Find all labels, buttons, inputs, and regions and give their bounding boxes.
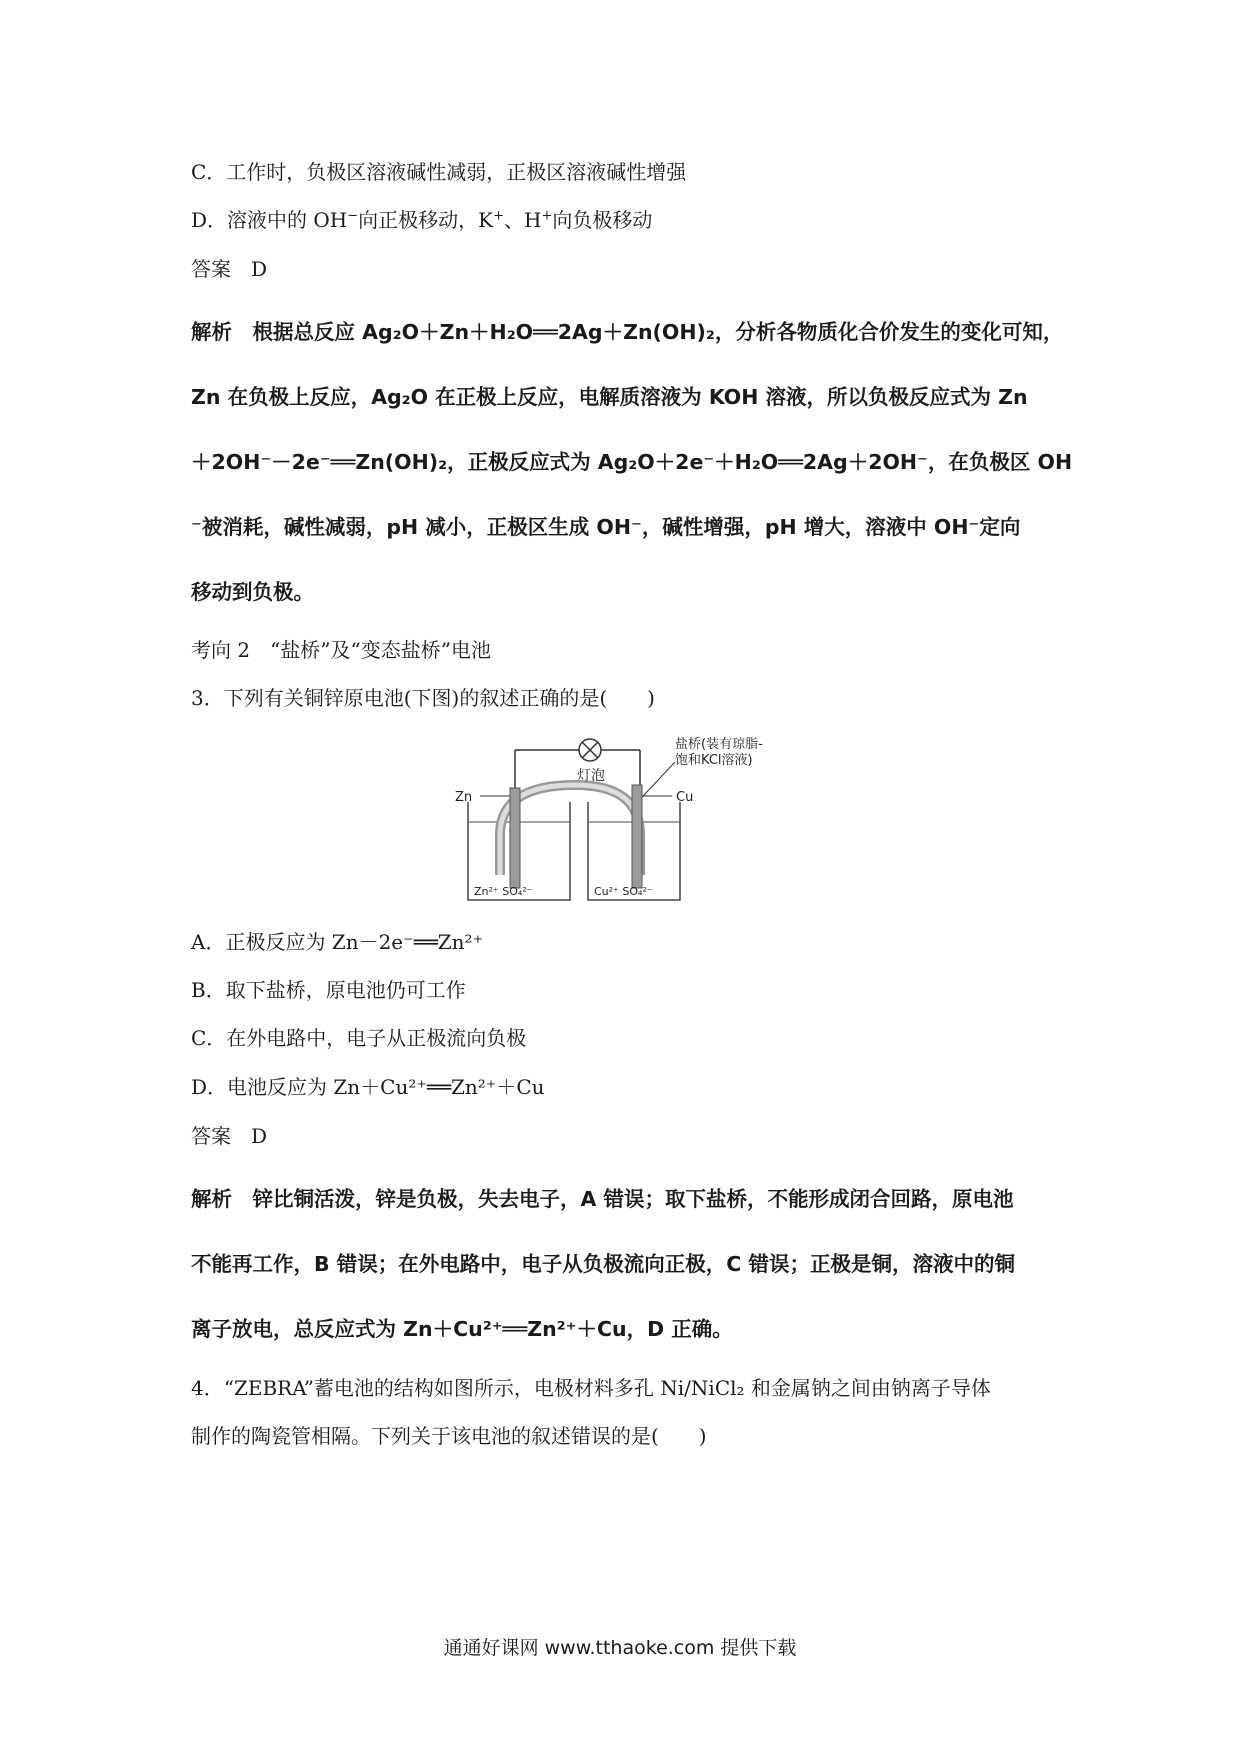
cu-electrode	[632, 785, 642, 888]
q3-analysis-line-3: 离子放电，总反应式为 Zn＋Cu²⁺══Zn²⁺＋Cu，D 正确。	[191, 1317, 733, 1341]
right-ions: Cu²⁺ SO₄²⁻	[594, 885, 653, 898]
left-ions: Zn²⁺ SO₄²⁻	[474, 885, 533, 898]
bridge-label-1: 盐桥(装有琼脂-	[675, 737, 763, 752]
q3-stem: 3．下列有关铜锌原电池(下图)的叙述正确的是( )	[191, 686, 655, 710]
analysis-q2-line-2: Zn 在负极上反应，Ag₂O 在正极上反应，电解质溶液为 KOH 溶液，所以负极反应式为 Zn	[191, 385, 1028, 409]
page-footer: 通通好课网 www.tthaoke.com 提供下载	[443, 1637, 797, 1659]
analysis-q2-line-5: 移动到负极。	[191, 580, 314, 604]
section-heading: 考向 2 “盐桥”及“变态盐桥”电池	[191, 638, 491, 662]
q3-analysis-line-1: 解析 锌比铜活泼，锌是负极，失去电子，A 错误；取下盐桥，不能形成闭合回路，原电池	[191, 1187, 1014, 1211]
q3-option-d: D．电池反应为 Zn＋Cu²⁺══Zn²⁺＋Cu	[191, 1075, 545, 1099]
q3-analysis-line-2: 不能再工作，B 错误；在外电路中，电子从负极流向正极，C 错误；正极是铜，溶液中的铜	[191, 1252, 1015, 1276]
analysis-label: 解析	[191, 320, 232, 344]
analysis-q2-line-3: ＋2OH⁻－2e⁻══Zn(OH)₂，正极反应式为 Ag₂O＋2e⁻＋H₂O══2Ag＋2OH⁻，在负极区 OH	[191, 450, 1073, 474]
galvanic-cell-diagram	[455, 730, 780, 905]
q3-option-a: A．正极反应为 Zn－2e⁻══Zn²⁺	[191, 930, 484, 954]
zn-electrode	[510, 788, 520, 888]
option-c-q2: C．工作时，负极区溶液碱性减弱，正极区溶液碱性增强	[191, 160, 687, 184]
zn-label: Zn	[455, 790, 473, 805]
bridge-label-2: 饱和KCl溶液)	[675, 753, 753, 768]
q3-analysis-label: 解析	[191, 1187, 232, 1211]
analysis-q2-line-4: ⁻被消耗，碱性减弱，pH 减小，正极区生成 OH⁻，碱性增强，pH 增大，溶液中 OH⁻定向	[191, 515, 1021, 539]
bulb-icon	[579, 739, 601, 761]
q3-answer: 答案 D	[191, 1124, 268, 1148]
q4-line-1: 4．“ZEBRA”蓄电池的结构如图所示，电极材料多孔 Ni/NiCl₂ 和金属钠之间由钠离子导体	[191, 1376, 991, 1400]
option-d-q2: D．溶液中的 OH−向正极移动，K+、H+向负极移动	[191, 208, 653, 232]
q3-option-c: C．在外电路中，电子从正极流向负极	[191, 1026, 527, 1050]
analysis-q2-line-1: 解析 根据总反应 Ag₂O＋Zn＋H₂O══2Ag＋Zn(OH)₂，分析各物质化合价发生的变化可知，	[191, 320, 1064, 344]
q3-option-b: B．取下盐桥，原电池仍可工作	[191, 978, 466, 1002]
answer-q2: 答案 D	[191, 257, 268, 281]
q4-line-2: 制作的陶瓷管相隔。下列关于该电池的叙述错误的是( )	[191, 1424, 707, 1448]
bulb-label: 灯泡	[577, 768, 605, 784]
cu-label: Cu	[676, 790, 694, 805]
